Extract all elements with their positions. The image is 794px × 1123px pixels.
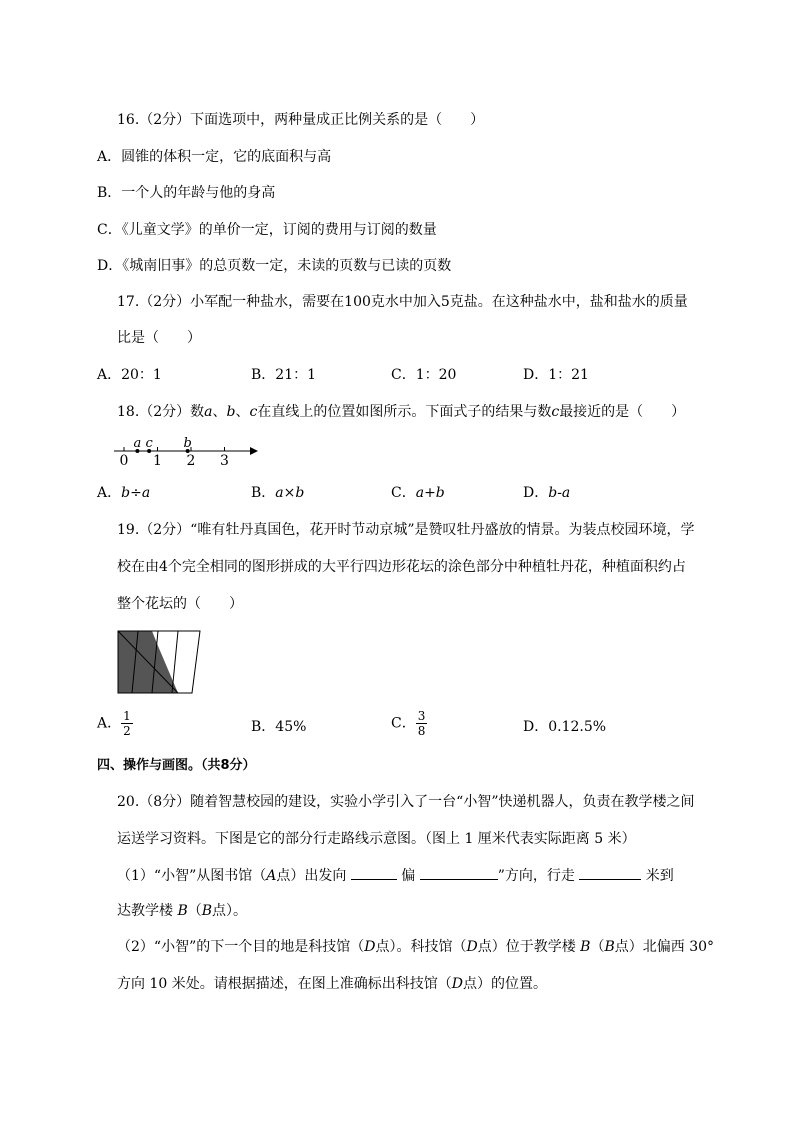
number-line-tick-label: 0 (119, 453, 129, 468)
q20-part1-line1: （1）“小智”从图书馆（A点）出发向 偏 ”方向，行走 米到 (117, 865, 674, 886)
q18-option-b: B．a×b (251, 485, 305, 501)
q20-part1-line2: 达教学楼 B（B点）。 (117, 903, 248, 919)
number-line-tick-label: 1 (153, 453, 162, 468)
q19-option-c: C． $\frac{3}{8}$ (391, 709, 426, 738)
q19-stem-line2: 校在由4个完全相同的图形拼成的大平行四边形花坛的涂色部分中种植牡丹花，种植面积约占 (117, 559, 686, 575)
q20-stem-line2: 运送学习资料。下图是它的部分行走路线示意图。（图上 1 厘米代表实际距离 5 米） (117, 831, 636, 847)
q19-option-a: A． $\frac{1}{2}$ (97, 709, 131, 738)
q17-option-d: D．1：21 (523, 367, 589, 383)
q17-option-c: C．1：20 (391, 367, 457, 383)
section-heading: 四、操作与画图。（共8分） (97, 758, 256, 773)
q20-stem-line1: 20.（8分）随着智慧校园的建设，实验小学引入了一台“小智”快递机器人，负责在教学楼之间 (117, 794, 695, 810)
blank-distance[interactable] (579, 865, 641, 880)
blank-direction-1[interactable] (351, 865, 397, 880)
number-line-point-label: c (145, 436, 153, 451)
q16-stem: 16.（2分）下面选项中，两种量成正比例关系的是（ ） (117, 112, 485, 128)
q17-stem-line2: 比是（ ） (117, 330, 201, 346)
q18-option-a: A．b÷a (97, 485, 151, 501)
blank-direction-2[interactable] (420, 865, 498, 880)
divider-line (172, 631, 178, 693)
q19-flowerbed-figure (112, 626, 212, 698)
number-line-point-label: a (133, 436, 142, 451)
fraction: $\frac{1}{2}$ (123, 709, 131, 738)
number-line-tick-label: 3 (220, 453, 229, 468)
fraction: $\frac{3}{8}$ (417, 709, 426, 738)
q20-part2-line2: 方向 10 米处。请根据描述，在图上准确标出科技馆（D点）的位置。 (117, 976, 547, 992)
number-line-tick-label: 2 (186, 453, 196, 468)
q17-option-b: B．21：1 (251, 367, 317, 383)
q16-option-a: A．圆锥的体积一定，它的底面积与高 (97, 149, 332, 165)
q20-part2-line1: （2）“小智”的下一个目的地是科技馆（D点）。科技馆（D点）位于教学楼 B（B点）北偏西 30° (117, 939, 715, 955)
number-line-arrow-icon (250, 447, 258, 455)
q19-option-b: B．45% (251, 719, 307, 735)
q17-stem-line1: 17.（2分）小军配一种盐水，需要在100克水中加入5克盐。在这种盐水中，盐和盐水的质量 (117, 294, 688, 310)
q19-option-d: D．0.12.5% (523, 719, 607, 735)
q19-stem-line1: 19.（2分）“唯有牡丹真国色，花开时节动京城”是赞叹牡丹盛放的情景。为装点校园环境，学 (117, 522, 695, 538)
q16-option-b: B．一个人的年龄与他的身高 (97, 185, 276, 201)
q16-option-d: D．《城南旧事》的总页数一定，未读的页数与已读的页数 (97, 258, 452, 274)
q18-stem: 18.（2分）数a、b、c在直线上的位置如图所示。下面式子的结果与数c最接近的是（ ） (117, 404, 686, 420)
q18-option-c: C．a+b (391, 485, 445, 501)
q16-option-c: C．《儿童文学》的单价一定，订阅的费用与订阅的数量 (97, 222, 437, 238)
q17-option-a: A．20：1 (97, 367, 162, 383)
q19-stem-line3: 整个花坛的（ ） (117, 596, 243, 612)
number-line-point-label: b (183, 436, 192, 451)
q18-number-line (112, 432, 262, 468)
q18-option-d: D．b-a (523, 485, 571, 501)
